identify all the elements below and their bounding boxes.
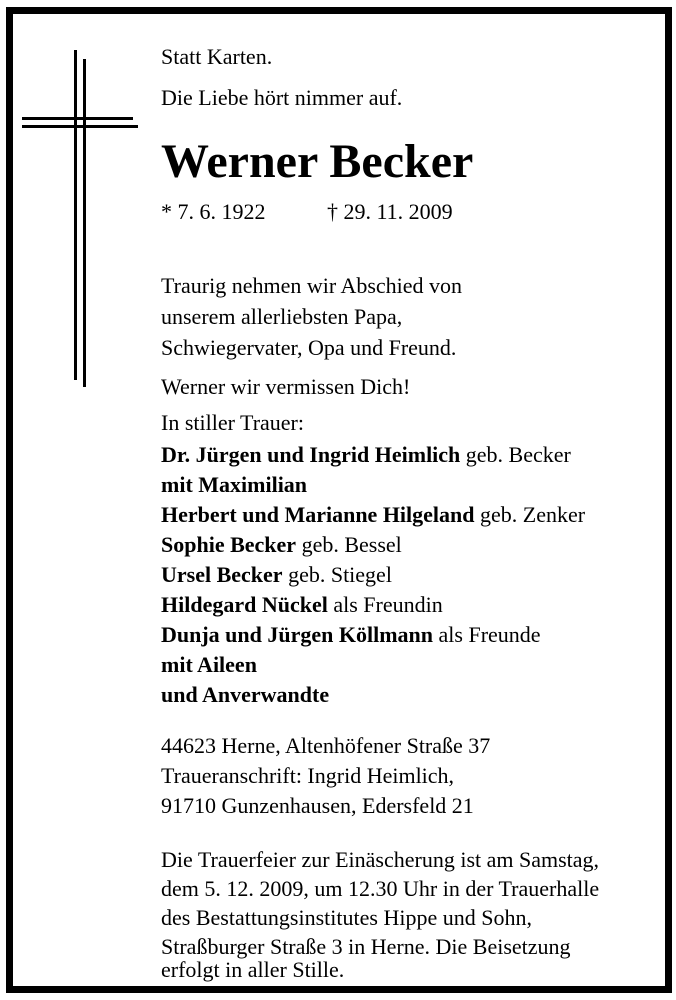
mourner-note: geb. Stiegel (282, 562, 392, 587)
ceremony-line-4: Straßburger Straße 3 in Herne. Die Beisetzung (161, 934, 571, 959)
ceremony-line-2: dem 5. 12. 2009, um 12.30 Uhr in der Trauerhalle (161, 876, 600, 901)
mourner-name: Hildegard Nückel (161, 592, 328, 617)
deceased-name: Werner Becker (161, 135, 474, 188)
mourner-name: Herbert und Marianne Hilgeland (161, 502, 475, 527)
mourner-name: Ursel Becker (161, 562, 283, 587)
cross-bar-horizontal-1 (22, 117, 133, 120)
address-line-3: 91710 Gunzenhausen, Edersfeld 21 (161, 793, 474, 818)
mourner-note: geb. Bessel (296, 532, 402, 557)
cross-bar-vertical-2 (83, 59, 86, 387)
ceremony-line-5: erfolgt in aller Stille. (161, 957, 345, 982)
mourner-line (161, 680, 329, 710)
mourner-name: mit Maximilian (161, 472, 308, 497)
mourner-line (161, 440, 571, 470)
mourner-name: Dr. Jürgen und Ingrid Heimlich (161, 442, 461, 467)
ceremony-line-1: Die Trauerfeier zur Einäscherung ist am Samstag, (161, 847, 600, 872)
message-line-1: Traurig nehmen wir Abschied von (161, 273, 463, 298)
cross-bar-horizontal-2 (22, 125, 138, 128)
mourner-note: als Freunde (433, 622, 541, 647)
birth-date: * 7. 6. 1922 (161, 199, 266, 224)
mourner-line (161, 500, 585, 530)
death-date: † 29. 11. 2009 (327, 199, 453, 224)
header-quote: Die Liebe hört nimmer auf. (161, 85, 403, 110)
cross-bar-vertical-1 (74, 50, 77, 380)
mourner-line (161, 650, 257, 680)
mourner-name: und Anverwandte (161, 682, 330, 707)
mourner-line (161, 560, 392, 590)
mourner-name: mit Aileen (161, 652, 257, 677)
mourner-note: als Freundin (327, 592, 443, 617)
address-line-2: Traueranschrift: Ingrid Heimlich, (161, 763, 455, 788)
mourner-line (161, 470, 307, 500)
mourner-name: Sophie Becker (161, 532, 297, 557)
address-line-1: 44623 Herne, Altenhöfener Straße 37 (161, 733, 491, 758)
mourner-line (161, 620, 541, 650)
ceremony-line-3: des Bestattungsinstitutes Hippe und Sohn, (161, 905, 532, 930)
message-line-2: unserem allerliebsten Papa, (161, 304, 403, 329)
mourner-note: geb. Zenker (474, 502, 586, 527)
mourner-note: geb. Becker (460, 442, 571, 467)
mourning-intro: In stiller Trauer: (161, 410, 304, 435)
miss-line: Werner wir vermissen Dich! (161, 374, 411, 399)
mourner-name: Dunja und Jürgen Köllmann (161, 622, 434, 647)
header-statt-karten: Statt Karten. (161, 44, 273, 69)
mourner-line (161, 590, 443, 620)
message-line-3: Schwiegervater, Opa und Freund. (161, 335, 457, 360)
mourner-line (161, 530, 402, 560)
